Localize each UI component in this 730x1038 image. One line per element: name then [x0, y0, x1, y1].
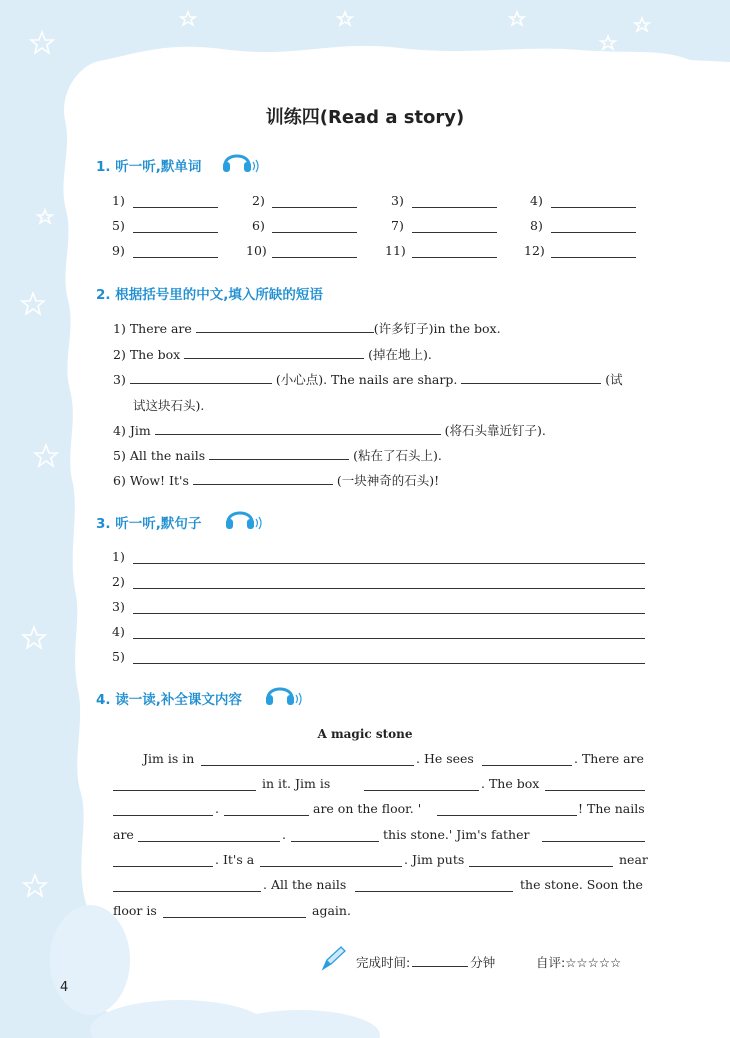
- item-number: 11): [385, 243, 406, 258]
- item-number: 5): [112, 218, 125, 233]
- story-text: near: [619, 852, 648, 867]
- answer-blank[interactable]: [355, 891, 513, 892]
- answer-blank[interactable]: [551, 232, 636, 233]
- item-number: 3): [112, 599, 125, 614]
- answer-blank[interactable]: [437, 815, 577, 816]
- story-text: are: [113, 827, 134, 842]
- page-number: 4: [60, 980, 69, 995]
- star-icon: [510, 12, 524, 25]
- answer-blank[interactable]: [469, 866, 613, 867]
- answer-blank[interactable]: [272, 207, 357, 208]
- item-number: 4): [112, 624, 125, 639]
- question-row: 6) Wow! It's (一块神奇的石头)!: [113, 473, 440, 488]
- answer-blank[interactable]: [133, 207, 218, 208]
- answer-blank[interactable]: [113, 790, 256, 791]
- answer-blank[interactable]: [130, 370, 272, 384]
- time-blank[interactable]: [412, 953, 468, 967]
- answer-line[interactable]: [133, 613, 645, 614]
- self-evaluation: 自评:☆☆☆☆☆: [536, 955, 622, 970]
- completion-time: 完成时间: 分钟: [356, 955, 496, 970]
- star-icon: [338, 12, 352, 25]
- question-row: 3) (小心点). The nails are sharp. (试: [113, 372, 623, 387]
- answer-blank[interactable]: [412, 232, 497, 233]
- question-row: 5) All the nails (粘在了石头上).: [113, 448, 442, 463]
- item-number: 2): [112, 574, 125, 589]
- story-text: Jim is in: [143, 751, 195, 766]
- story-text: ! The nails: [578, 801, 645, 816]
- star-icon: [35, 445, 57, 466]
- answer-blank[interactable]: [545, 790, 645, 791]
- question-row: 2) The box (掉在地上).: [113, 347, 432, 362]
- section-4-heading: 4. 读一读,补全课文内容: [96, 692, 242, 708]
- answer-blank[interactable]: [224, 815, 309, 816]
- page-title: 训练四(Read a story): [265, 107, 465, 128]
- answer-blank[interactable]: [272, 257, 357, 258]
- story-text: .: [215, 801, 219, 816]
- answer-blank[interactable]: [155, 421, 441, 435]
- story-text: . The box: [481, 776, 540, 791]
- headphone-icon: [262, 680, 302, 710]
- story-text: are on the floor. ': [313, 801, 422, 816]
- story-text: . It's a: [215, 852, 255, 867]
- answer-blank[interactable]: [193, 471, 333, 485]
- answer-blank[interactable]: [551, 207, 636, 208]
- star-icon: [23, 627, 45, 648]
- story-text: . There are: [574, 751, 644, 766]
- answer-blank[interactable]: [272, 232, 357, 233]
- story-text: this stone.' Jim's father: [383, 827, 530, 842]
- answer-blank[interactable]: [133, 257, 218, 258]
- item-number: 7): [391, 218, 404, 233]
- answer-blank[interactable]: [201, 765, 414, 766]
- star-icon: [601, 36, 615, 49]
- story-text: . He sees: [416, 751, 474, 766]
- story-text: floor is: [113, 903, 157, 918]
- story-text: . Jim puts: [404, 852, 465, 867]
- answer-blank[interactable]: [133, 232, 218, 233]
- answer-blank[interactable]: [461, 370, 601, 384]
- story-text: the stone. Soon the: [520, 877, 643, 892]
- story-text: .: [282, 827, 286, 842]
- rating-stars[interactable]: ☆☆☆☆☆: [565, 955, 622, 970]
- star-icon: [635, 18, 649, 31]
- story-text: again.: [312, 903, 351, 918]
- question-row: 4) Jim (将石头靠近钉子).: [113, 423, 546, 438]
- star-icon: [181, 12, 195, 25]
- answer-blank[interactable]: [412, 207, 497, 208]
- answer-blank[interactable]: [113, 815, 213, 816]
- story-title: A magic stone: [317, 727, 413, 741]
- item-number: 4): [530, 193, 543, 208]
- item-number: 8): [530, 218, 543, 233]
- answer-blank[interactable]: [113, 891, 261, 892]
- answer-blank[interactable]: [551, 257, 636, 258]
- headphone-icon: [222, 504, 262, 534]
- item-number: 12): [524, 243, 545, 258]
- answer-line[interactable]: [133, 638, 645, 639]
- star-icon: [31, 32, 53, 53]
- headphone-icon: [219, 147, 259, 177]
- story-text: in it. Jim is: [262, 776, 331, 791]
- star-icon: [22, 293, 44, 314]
- answer-blank[interactable]: [260, 866, 402, 867]
- item-number: 10): [246, 243, 267, 258]
- item-number: 5): [112, 649, 125, 664]
- question-continuation: 试这块石头).: [133, 398, 205, 413]
- answer-blank[interactable]: [113, 866, 213, 867]
- item-number: 9): [112, 243, 125, 258]
- item-number: 3): [391, 193, 404, 208]
- question-row: 1) There are (许多钉子)in the box.: [113, 321, 501, 336]
- answer-blank[interactable]: [482, 765, 572, 766]
- pencil-icon: [318, 944, 348, 974]
- answer-blank[interactable]: [184, 345, 364, 359]
- section-3-heading: 3. 听一听,默句子: [96, 516, 202, 532]
- item-number: 2): [252, 193, 265, 208]
- answer-line[interactable]: [133, 563, 645, 564]
- answer-blank[interactable]: [209, 446, 349, 460]
- answer-line[interactable]: [133, 663, 645, 664]
- item-number: 1): [112, 193, 125, 208]
- answer-blank[interactable]: [291, 841, 379, 842]
- section-2-heading: 2. 根据括号里的中文,填入所缺的短语: [96, 287, 323, 303]
- answer-blank[interactable]: [138, 841, 280, 842]
- item-number: 1): [112, 549, 125, 564]
- star-icon: [38, 210, 52, 223]
- answer-blank[interactable]: [163, 917, 306, 918]
- answer-blank[interactable]: [196, 319, 374, 333]
- star-icon: [24, 875, 46, 896]
- answer-line[interactable]: [133, 588, 645, 589]
- answer-blank[interactable]: [542, 841, 645, 842]
- answer-blank[interactable]: [412, 257, 497, 258]
- story-text: . All the nails: [263, 877, 347, 892]
- section-1-heading: 1. 听一听,默单词: [96, 159, 202, 175]
- answer-blank[interactable]: [364, 790, 479, 791]
- item-number: 6): [252, 218, 265, 233]
